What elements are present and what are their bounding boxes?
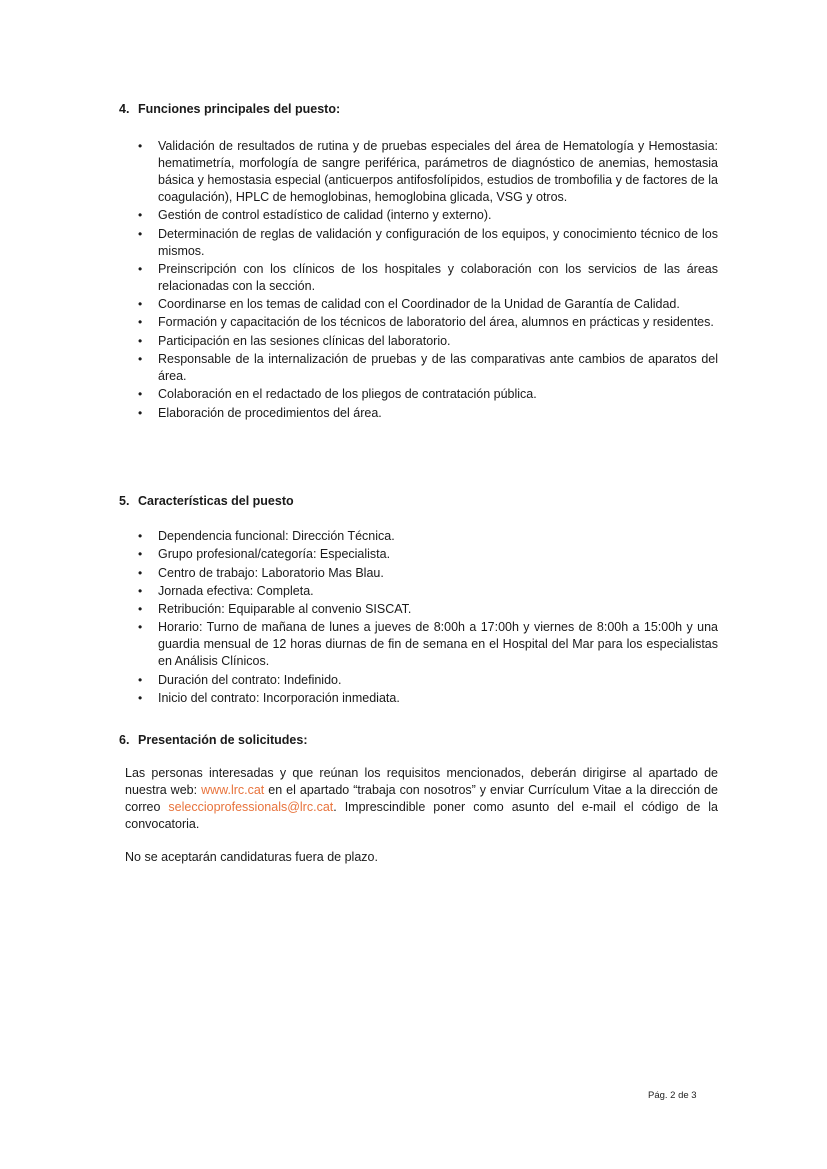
section-4-title: Funciones principales del puesto:: [138, 102, 341, 116]
page-number: Pág. 2 de 3: [648, 1090, 697, 1101]
list-item: • Validación de resultados de rutina y de pruebas especiales del área de Hematología y Hemostasia: hematimetría, morfología de sangre periférica, parámetros de diagnóstico de anemias, hemostasia básica y hemostasia especial (anticuerpos antifosfolípidos, estudios de trombofilia y de factores de la coagulación), HPLC de hemoglobinas, hemoglobina glicada, VSG y otros.: [138, 138, 718, 206]
list-item: • Horario: Turno de mañana de lunes a jueves de 8:00h a 17:00h y viernes de 8:00h a 15:00h y una guardia mensual de 12 horas diurnas de fin de semana en el Hospital del Mar para los especialistas en Análisis Clínicos.: [138, 619, 718, 670]
paragraph-text: en el apartado “trabaja con nosotros” y enviar Currículum Vitae a la dirección de correo: [125, 783, 718, 814]
list-item: • Gestión de control estadístico de calidad (interno y externo).: [138, 207, 718, 224]
list-item: • Preinscripción con los clínicos de los hospitales y colaboración con los servicios de las áreas relacionadas con la sección.: [138, 261, 718, 295]
list-item: • Coordinarse en los temas de calidad con el Coordinador de la Unidad de Garantía de Calidad.: [138, 296, 718, 313]
application-paragraph: [125, 765, 718, 833]
section-4-number: 4.: [119, 102, 130, 116]
website-link[interactable]: www.lrc.cat: [201, 783, 265, 797]
paragraph-text: . Imprescindible poner como asunto del e-mail el código de la convocatoria.: [125, 800, 718, 831]
section-5-list: [138, 528, 718, 708]
section-6-title: Presentación de solicitudes:: [138, 733, 308, 747]
section-6-number: 6.: [119, 733, 130, 747]
list-item: • Jornada efectiva: Completa.: [138, 583, 718, 600]
list-item: • Duración del contrato: Indefinido.: [138, 672, 718, 689]
list-item: • Colaboración en el redactado de los pliegos de contratación pública.: [138, 386, 718, 403]
list-item: • Centro de trabajo: Laboratorio Mas Blau.: [138, 565, 718, 582]
list-item: • Responsable de la internalización de pruebas y de las comparativas ante cambios de aparatos del área.: [138, 351, 718, 385]
section-4-heading: [119, 102, 340, 116]
paragraph-text: Las personas interesadas y que reúnan los requisitos mencionados, deberán dirigirse al apartado de nuestra web:: [125, 766, 718, 797]
section-6-heading: [119, 733, 308, 747]
section-5-title: Características del puesto: [138, 494, 294, 508]
section-5-heading: [119, 494, 294, 508]
list-item: • Elaboración de procedimientos del área.: [138, 405, 718, 422]
deadline-note: No se aceptarán candidaturas fuera de plazo.: [125, 850, 378, 864]
list-item: • Grupo profesional/categoría: Especialista.: [138, 546, 718, 563]
list-item: • Inicio del contrato: Incorporación inmediata.: [138, 690, 718, 707]
section-5-number: 5.: [119, 494, 130, 508]
list-item: • Participación en las sesiones clínicas del laboratorio.: [138, 333, 718, 350]
list-item: • Determinación de reglas de validación y configuración de los equipos, y conocimiento técnico de los mismos.: [138, 226, 718, 260]
list-item: • Formación y capacitación de los técnicos de laboratorio del área, alumnos en prácticas y residentes.: [138, 314, 718, 331]
section-4-list: [138, 138, 718, 423]
list-item: • Retribución: Equiparable al convenio SISCAT.: [138, 601, 718, 618]
list-item: • Dependencia funcional: Dirección Técnica.: [138, 528, 718, 545]
email-link[interactable]: seleccioprofessionals@lrc.cat: [168, 800, 334, 814]
